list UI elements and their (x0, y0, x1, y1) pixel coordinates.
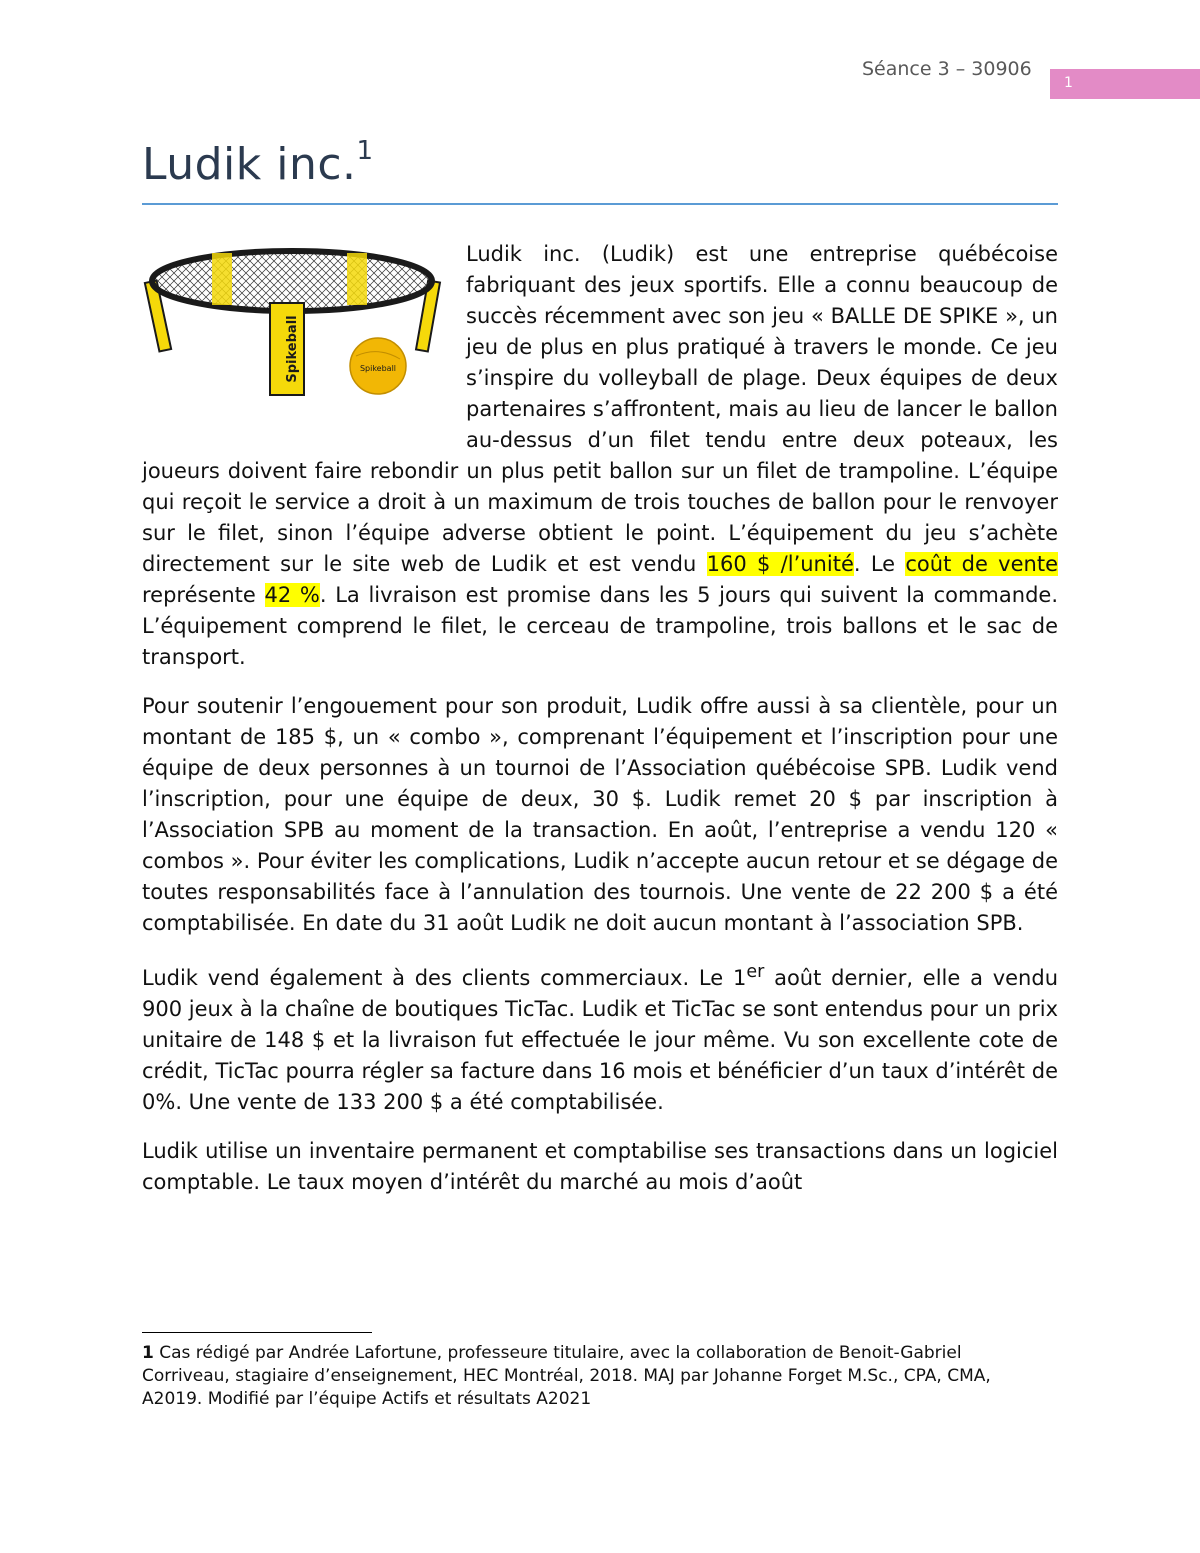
p3-text-2: août dernier, elle a vendu 900 jeux à la chaîne de boutiques TicTac. Ludik et TicTac se sont entendus pour un prix unitaire de 148 $ et la livraison fut effectuée le jour même. Vu son excellente cote de crédit, TicTac pourra régler sa facture dans 16 mois et bénéficier d’un taux d’intérêt de 0%. Une vente de 133 200 $ a été comptabilisée. (142, 966, 1059, 1114)
net-brand-label: Spikeball (285, 315, 300, 383)
footnote (142, 1342, 1042, 1411)
paragraph-4: Ludik utilise un inventaire permanent et comptabilise ses transactions dans un logiciel comptable. Le taux moyen d’intérêt du marché au mois d’août (142, 1139, 1058, 1194)
footnote-number: 1 (142, 1343, 154, 1363)
p3-text-1: Ludik vend également à des clients commerciaux. Le 1 (142, 966, 747, 990)
cost-label-highlight: coût de vente (905, 552, 1058, 576)
page-number-tab (1050, 69, 1200, 99)
paragraph-1 (142, 239, 1058, 673)
cost-pct-highlight: 42 % (264, 583, 320, 607)
session-header: Séance 3 – 30906 (862, 58, 1032, 80)
spikeball-image (142, 241, 460, 431)
page-title (142, 136, 374, 190)
paragraph-3 (142, 957, 1058, 1118)
paragraph-2: Pour soutenir l’engouement pour son produit, Ludik offre aussi à sa clientèle, pour un montant de 185 $, un « combo », comprenant l’équipement et l’inscription pour une équipe de deux personnes à un tournoi de l’Association québécoise SPB. Ludik vend l’inscription, pour une équipe de deux, 30 $. Ludik remet 20 $ par inscription à l’Association SPB au moment de la transaction. En août, l’entreprise a vendu 120 « combos ». Pour éviter les complications, Ludik n’accepte aucun retour et se dégage de toutes responsabilités face à l’annulation des tournois. Une vente de 22 200 $ a été comptabilisée. En date du 31 août Ludik ne doit aucun montant à l’association SPB. (142, 694, 1058, 935)
p1-text-1: Ludik inc. (Ludik) est une entreprise québécoise fabriquant des jeux sportifs. Elle a connu beaucoup de succès récemment avec son jeu « BALLE DE SPIKE », un jeu de plus en plus pratiqué à travers le monde. Ce jeu s’inspire du volleyball de plage. Deux équipes de deux partenaires s’affrontent, mais au lieu de lancer le ballon au-dessus d’un filet tendu entre deux poteaux, les joueurs doivent faire rebondir un plus petit ballon sur un filet de trampoline. L’équipe qui reçoit le service a droit à un maximum de trois touches de ballon pour le renvoyer sur le filet, sinon l’équipe adverse obtient le point. L’équipement du jeu s’achète directement sur le site web de Ludik et est vendu (142, 242, 1058, 576)
footnote-text: Cas rédigé par Andrée Lafortune, professeure titulaire, avec la collaboration de Benoit-Gabriel Corriveau, stagiaire d’enseignement, HEC Montréal, 2018. MAJ par Johanne Forget M.Sc., CPA, CMA, A2019. Modifié par l’équipe Actifs et résultats A2021 (142, 1343, 991, 1409)
price-highlight: 160 $ /l’unité (706, 552, 854, 576)
p1-text-3: représente (142, 583, 265, 607)
page-number: 1 (1064, 75, 1073, 91)
title-underline (142, 203, 1058, 205)
p1-text-4: . La livraison est promise dans les 5 jours qui suivent la commande. L’équipement comprend le filet, le cerceau de trampoline, trois ballons et le sac de transport. (142, 583, 1058, 669)
p1-text-2: . Le (853, 552, 906, 576)
ball-brand-label: Spikeball (359, 364, 397, 373)
title-text: Ludik inc. (142, 139, 357, 190)
net-band (347, 253, 367, 305)
p3-superscript: er (746, 962, 765, 982)
net-band (212, 253, 232, 305)
title-footnote-ref[interactable]: 1 (356, 136, 374, 166)
spikeball-illustration (142, 241, 460, 431)
case-body (142, 239, 1058, 1216)
footnote-separator (142, 1332, 372, 1333)
